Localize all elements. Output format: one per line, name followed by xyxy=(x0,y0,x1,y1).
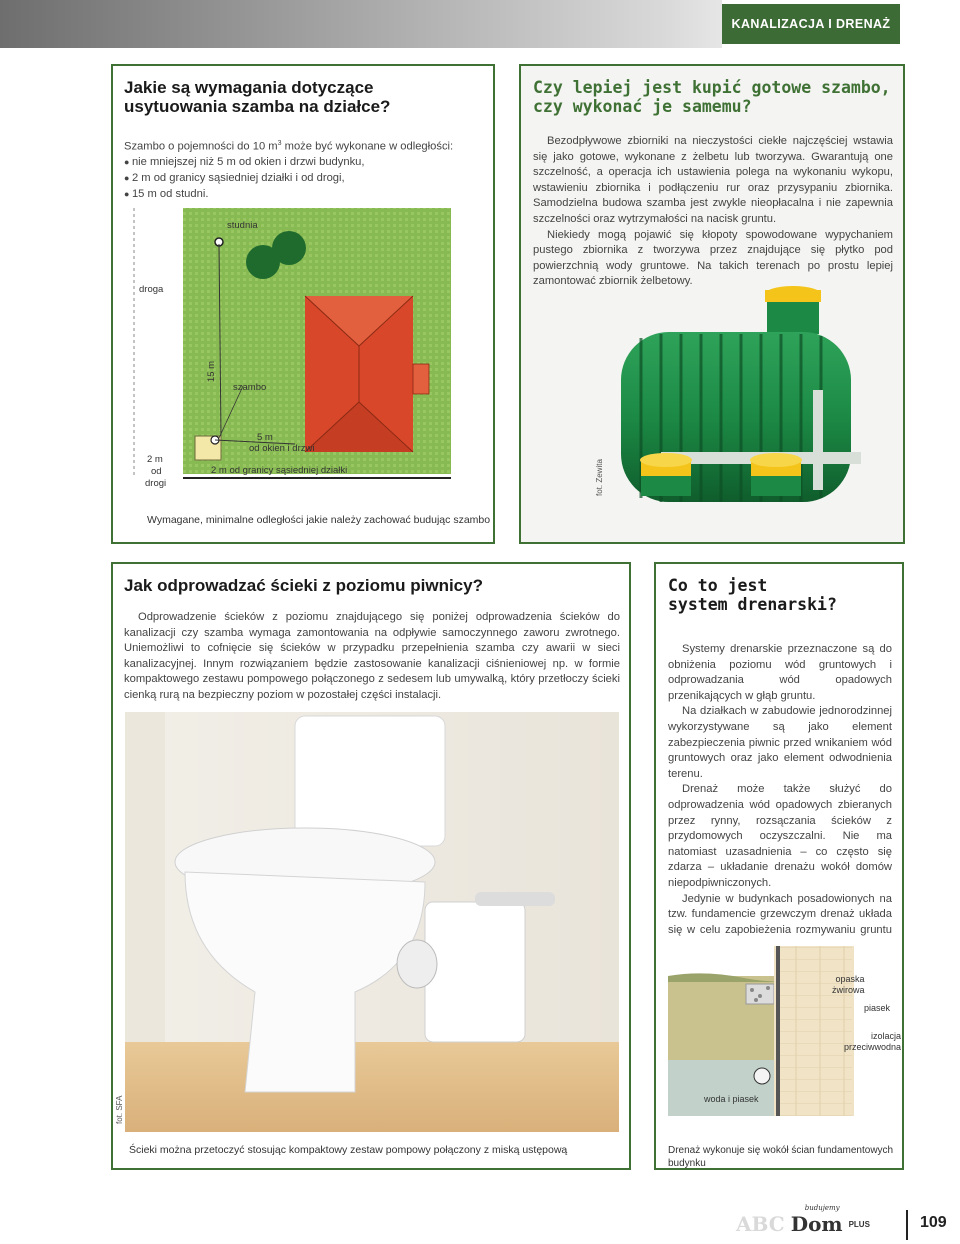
basement-sewage-box xyxy=(111,562,631,1170)
drainage-caption: Drenaż wykonuje się wokół ścian fundamentowych budynku xyxy=(668,1145,894,1169)
box1-title: Jakie są wymagania dotyczące usytuowania szamba na działce? xyxy=(124,78,391,116)
label-od-okien: od okien i drzwi xyxy=(249,443,315,454)
photo-caption: Ścieki można przetoczyć stosując kompaktowy zestaw pompowy połączony z miską ustępową xyxy=(129,1144,568,1156)
photo-credit: fot. SFA xyxy=(115,1095,124,1124)
tree xyxy=(272,231,306,265)
label-szambo: szambo xyxy=(233,382,267,393)
photo-credit: fot. Zewita xyxy=(595,459,604,496)
ground-water xyxy=(668,1060,774,1116)
abc-logo: ABC xyxy=(736,1212,785,1236)
plastic-tank-image xyxy=(601,280,871,530)
box4-title: Co to jest system drenarski? xyxy=(668,576,837,614)
plus-logo: PLUS xyxy=(848,1219,870,1229)
szambo-location-box xyxy=(111,64,495,544)
label-opaska: opaska żwirowa xyxy=(832,974,865,995)
list-item: ● 15 m od studni. xyxy=(124,187,484,203)
box4-text: Systemy drenarskie przeznaczone są do obniżenia poziomu wód gruntowych i odprowadzania wód opadowych przenikających w głąb gruntu. Na działkach w zabudowie jednorodzinnej wykorzystywane są jako element zabezpieczenia piwnic przed wnikaniem wód gruntowych oraz jako element odwodnienia terenu. Drenaż może także służyć do odprowadzenia wód opadowych zbieranych przez rynny, rozsączania ścieków z przydomowych oczyszczalni. Nie ma natomiast uzasadnienia – co często się zdarza – układanie drenażu wokół domów niepodpiwniczonych. Jedynie w budynkach posadowionych na tzw. fundamencie grzewczym drenaż układa się w celu zapobieżenia rozmywaniu gruntu xyxy=(668,643,892,936)
pump-pipe xyxy=(475,892,555,906)
drainage-box xyxy=(654,562,904,1170)
label-5m: 5 m xyxy=(257,432,273,443)
pump-unit xyxy=(425,902,525,1042)
cistern xyxy=(295,716,445,846)
section-header: KANALIZACJA I DRENAŻ xyxy=(722,4,900,44)
page-number: 109 xyxy=(920,1214,947,1231)
toilet-pump-photo xyxy=(125,712,619,1132)
diagram-caption: Wymagane, minimalne odległości jakie należy zachować budując szambo xyxy=(147,514,491,526)
box2-text: Bezodpływowe zbiorniki na nieczystości ciekłe najczęściej wstawia się jako gotowe, wykonane z żelbetu lub tworzywa. Gwarantują one szczelność, a operacja ich ustawienia polega na wykonaniu wykopu, wstawieniu zbiornika i podłączeniu rur oraz przysypaniu zbiornika. Samodzielna budowa szamba jest zwykle nieopłacalna i nie zapewnia szczelności oraz wytrzymałości na nacisk gruntu. Niekiedy mogą pojawić się kłopoty spowodowane wypychaniem pustego zbiornika z tworzywa przez znajdujące się płytko pod powierzchnią wody gruntowe. Na takich terenach po prostu lepiej zamontować zbiornik żelbetowy. xyxy=(533,135,893,288)
label-2m: 2 m xyxy=(147,454,163,465)
header-gradient xyxy=(0,0,722,48)
top-bar xyxy=(0,0,960,48)
drain-pipe xyxy=(754,1068,770,1084)
label-drogi: drogi xyxy=(145,478,167,489)
label-izolacja: izolacja przeciwwodna xyxy=(844,1031,902,1052)
label-15m: 15 m xyxy=(206,360,218,383)
box3-text: Odprowadzenie ścieków z poziomu znajdującego się poniżej odprowadzenia ścieków do kanalizacji czy szamba wymaga zamontowania na odpływie samoczynnego zaworu zwrotnego. Uniemożliwi to cofnięcie się ścieków w przypadku przepełnienia szamba czy awarii w sieci kanalizacyjnej. Innym rozwiązaniem będzie zastosowanie kanalizacji ciśnieniowej np. w formie kompaktowego zestawu pompowego połączonego z sedesem lub umywalką, który przetłoczy ścieki cienką rurą na bezpieczny poziom w pozostałej części instalacji. xyxy=(124,611,620,701)
box2-title: Czy lepiej jest kupić gotowe szambo, czy wykonać je samemu? xyxy=(533,78,891,116)
label-granica: 2 m od granicy sąsiedniej działki xyxy=(211,465,348,476)
ready-tank-box xyxy=(519,64,905,544)
box1-intro: Szambo o pojemności do 10 $m^3$ może być wykonane w odległości: xyxy=(124,140,454,153)
label-woda: woda i piasek xyxy=(704,1094,759,1104)
label-od: od xyxy=(151,466,162,477)
list-item: ● 2 m od granicy sąsiedniej działki i od drogi, xyxy=(124,171,484,187)
house-porch xyxy=(413,364,429,394)
box3-title: Jak odprowadzać ścieki z poziomu piwnicy? xyxy=(124,576,483,595)
insulation xyxy=(776,946,780,1116)
list-item: ● nie mniejszej niż 5 m od okien i drzwi budynku, xyxy=(124,155,484,171)
dom-logo: budujemy Dom xyxy=(790,1204,843,1236)
label-studnia: studnia xyxy=(227,220,258,231)
box1-text xyxy=(124,136,484,202)
label-droga: droga xyxy=(139,284,164,295)
road-area xyxy=(133,208,183,478)
label-piasek: piasek xyxy=(864,1003,891,1013)
page-separator xyxy=(906,1210,908,1240)
footer-logos xyxy=(736,1204,900,1238)
